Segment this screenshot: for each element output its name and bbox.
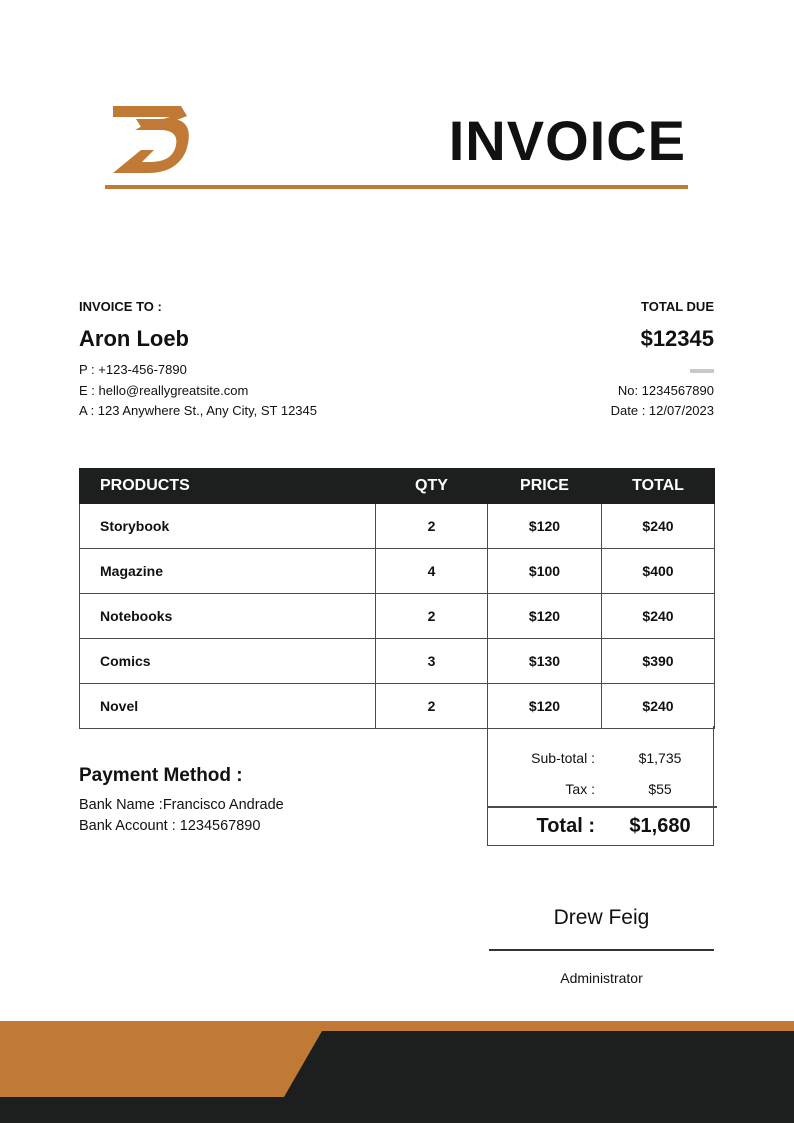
- total-due-divider: [690, 369, 714, 373]
- items-table: [79, 468, 715, 729]
- totals-divider: [487, 806, 717, 808]
- logo-lower-curve: [113, 119, 189, 173]
- total-cell: $400: [602, 549, 715, 594]
- subtotal-label: Sub-total :: [531, 750, 595, 766]
- product-cell: Comics: [80, 639, 376, 684]
- tax-label: Tax :: [565, 781, 595, 797]
- price-cell: $130: [488, 639, 602, 684]
- signatory-role: Administrator: [560, 970, 643, 986]
- qty-cell: 4: [376, 549, 488, 594]
- page-title: INVOICE: [448, 109, 686, 172]
- footer-decoration: [0, 1021, 794, 1123]
- tax-value: $55: [648, 781, 672, 797]
- grand-total-label: Total :: [536, 815, 595, 837]
- company-logo-icon: [110, 103, 190, 177]
- qty-cell: 2: [376, 504, 488, 549]
- header-qty: QTY: [376, 469, 488, 504]
- price-cell: $100: [488, 549, 602, 594]
- table-row: [80, 639, 715, 684]
- qty-cell: 2: [376, 594, 488, 639]
- total-cell: $390: [602, 639, 715, 684]
- header-divider: [105, 185, 688, 189]
- total-cell: $240: [602, 594, 715, 639]
- table-row: [80, 594, 715, 639]
- invoice-to-label: INVOICE TO :: [79, 299, 162, 314]
- table-header-row: [80, 469, 715, 504]
- product-cell: Novel: [80, 684, 376, 729]
- product-cell: Magazine: [80, 549, 376, 594]
- signatory-name: Drew Feig: [553, 906, 650, 929]
- totals-box: [487, 726, 714, 846]
- invoice-date: Date : 12/07/2023: [610, 403, 714, 418]
- invoice-number: No: 1234567890: [617, 383, 714, 398]
- qty-cell: 3: [376, 639, 488, 684]
- bank-account: Bank Account : 1234567890: [79, 818, 261, 834]
- client-address: A : 123 Anywhere St., Any City, ST 12345: [79, 403, 317, 418]
- total-cell: $240: [602, 684, 715, 729]
- client-name: Aron Loeb: [79, 326, 189, 351]
- header-products: PRODUCTS: [80, 469, 376, 504]
- table-row: [80, 549, 715, 594]
- qty-cell: 2: [376, 684, 488, 729]
- price-cell: $120: [488, 684, 602, 729]
- payment-method-title: Payment Method :: [79, 765, 243, 786]
- price-cell: $120: [488, 594, 602, 639]
- client-phone: P : +123-456-7890: [79, 362, 187, 377]
- client-email: E : hello@reallygreatsite.com: [79, 383, 249, 398]
- header-total: TOTAL: [602, 469, 715, 504]
- total-due-amount: $12345: [640, 326, 714, 351]
- signature-line: [489, 949, 714, 951]
- total-cell: $240: [602, 504, 715, 549]
- total-due-label: TOTAL DUE: [641, 299, 714, 314]
- subtotal-value: $1,735: [638, 750, 682, 766]
- bank-name: Bank Name :Francisco Andrade: [79, 797, 284, 813]
- product-cell: Storybook: [80, 504, 376, 549]
- table-row: [80, 684, 715, 729]
- table-row: [80, 504, 715, 549]
- price-cell: $120: [488, 504, 602, 549]
- header-price: PRICE: [488, 469, 602, 504]
- grand-total-value: $1,680: [629, 815, 691, 837]
- product-cell: Notebooks: [80, 594, 376, 639]
